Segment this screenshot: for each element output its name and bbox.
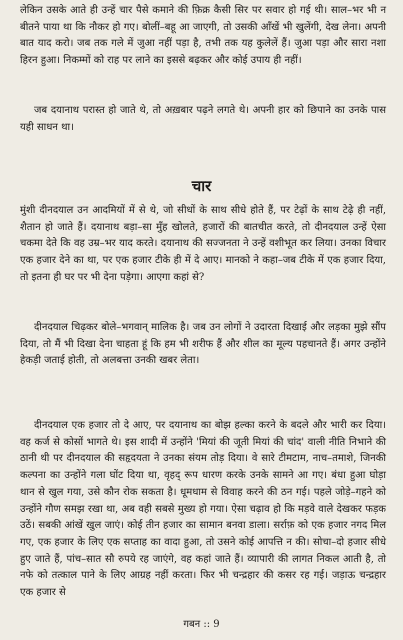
page-footer: गबन :: 9 bbox=[183, 619, 220, 630]
paragraph: लेकिन उसके आते ही उन्हें चार पैसे कमाने की फ़िक्र कैसी सिर पर सवार हो गई थी। साल–भर भी न बीतने पाया था कि नौकर हो गए। बोलीं–बहू आ जाएगी, तो उसकी आँखें भी खुलेंगी, देख लेना। अपनी बात याद करो। जब तक गले में जुआ नहीं पड़ा है, तभी तक यह कुलेलें हैं। जुआ पड़ा और सारा नशा हिरन हुआ। निकम्मों को राह पर लाने का इससे बढ़कर और कोई उपाय ही नहीं। bbox=[20, 5, 386, 67]
paragraph: दीनदयाल एक हजार तो दे आए, पर दयानाथ का बोझ हल्का करने के बदले और भारी कर दिया। वह कर्ज से कोसों भागते थे। इस शादी में उन्होंने 'मियां की जूती मियां की चांद' वाली नीति निभाने की ठानी थी पर दीनदयाल की सहृदयता ने उनका संयम तोड़ दिया। वे सारे टीमटाम, नाच–तमाशे, जिनकी कल्पना का उन्होंने गला घोंट दिया था, वृहद् रूप धारण करके उनके सामने आ गए। बंधा हुआ घोड़ा थान से खुल गया, उसे कौन रोक सकता है। धूमधाम से विवाह करने की ठन गई। पहले जोड़े–गहने को उन्होंने गौण समझ रखा था, अब वही सबसे मुख्य हो गया। ऐसा चढ़ाव हो कि मड़वे वाले देखकर फड़क उठें। सबकी आंखें खुल जाएं। कोई तीन हजार का सामान बनवा डाला। सर्राफ़ को एक हजार नगद मिल गए, एक हजार के लिए एक सप्ताह का वादा हुआ, तो उसने कोई आपत्ति न की। सोचा–दो हजार सीधे हुए जाते हैं, पांच–सात सौ रुपये रह जाएंगे, वह कहां जाते हैं। व्यापारी की लागत निकल आती है, तो नफे को तत्काल पाने के लिए आग्रह नहीं करता। फिर भी चन्द्रहार की कसर रह गई। जड़ाऊ चन्द्रहार एक हजार से bbox=[20, 420, 386, 599]
paragraph: मुंशी दीनदयाल उन आदमियों में से थे, जो सीधों के साथ सीधे होते हैं, पर टेढ़ों के साथ टेढ़े ही नहीं, शैतान हो जाते हैं। दयानाथ बड़ा–सा मुँह खोलते, हजारों की बातचीत करते, तो दीनदयाल उन्हें ऐसा चकमा देते कि वह उम्र–भर याद करते। दयानाथ की सज्जनता ने उन्हें वशीभूत कर लिया। उनका विचार एक हजार देने का था, पर एक हजार टीके ही में दे आए। मानको ने कहा–जब टीके में एक हजार दिया, तो इतना ही घर पर भी देना पड़ेगा। आएगा कहां से? bbox=[20, 205, 386, 283]
chapter-title: चार bbox=[191, 177, 212, 195]
paragraph: जब दयानाथ परास्त हो जाते थे, तो अख़बार पढ़ने लगते थे। अपनी हार को छिपाने का उनके पास यही साधन था। bbox=[20, 105, 386, 133]
paragraph: दीनदयाल चिढ़कर बोले–भगवान् मालिक है। जब उन लोगों ने उदारता दिखाई और लड़का मुझे सौंप दिया, तो मैं भी दिखा देना चाहता हूं कि हम भी शरीफ हैं और शील का मूल्य पहचानते हैं। अगर उन्होंने हेकड़ी जताई होती, तो अलबत्ता उनकी खबर लेता। bbox=[20, 322, 386, 367]
